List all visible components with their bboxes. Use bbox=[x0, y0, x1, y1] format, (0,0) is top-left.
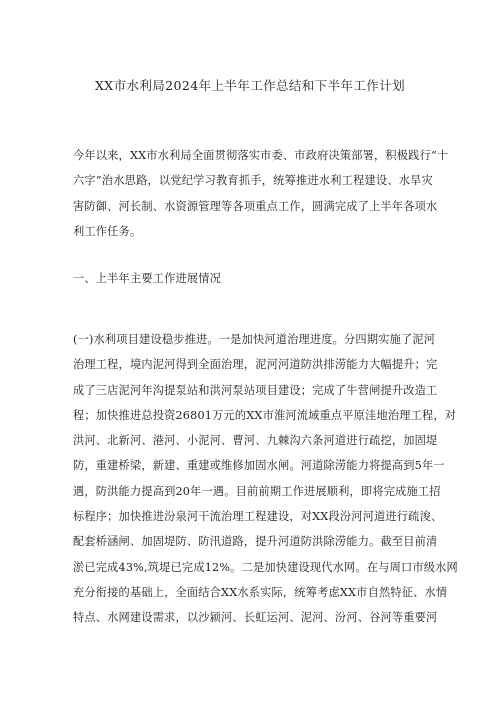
section-line: 特点、水网建设需求，以沙颍河、长虹运河、泥河、汾河、谷河等重要河 bbox=[73, 611, 438, 625]
section-line: 充分衔接的基础上，全面结合XX水系实际，统筹考虑XX市自然特征、水情 bbox=[73, 585, 448, 599]
section-line: 遇，防洪能力提高到20年一遇。目前前期工作进展顺利，即将完成施工招 bbox=[73, 484, 441, 498]
section-line: 防，重建桥梁，新建、重建或维修加固水闸。河道除涝能力将提高到5年一 bbox=[73, 459, 445, 473]
intro-line: 今年以来，XX市水利局全面贯彻落实市委、市政府决策部署，积极践行“十 bbox=[73, 149, 449, 162]
section-1-paragraph bbox=[73, 327, 458, 631]
section-line: 淤已完成43%,筑堤已完成12%。二是加快建设现代水网。在与周口市级水网 bbox=[73, 560, 458, 574]
document-title: XX市水利局2024年上半年工作总结和下半年工作计划 bbox=[94, 78, 405, 93]
section-heading bbox=[73, 266, 433, 291]
section-line: 治理工程，境内泥河得到全面治理，泥河河道防洪排涝能力大幅提升；完 bbox=[73, 358, 438, 372]
intro-line: 利工作任务。 bbox=[73, 224, 142, 238]
section-line: 洪河、北新河、港河、小泥河、曹河、九棘沟六条河道进行疏挖，加固堤 bbox=[73, 434, 438, 448]
section-line: 成了三店泥河年沟提泵站和洪河泵站项目建设；完成了牛营闸提升改造工 bbox=[73, 383, 438, 397]
intro-line: 六字”治水思路，以党纪学习教育抓手，统筹推进水利工程建设、水旱灾 bbox=[73, 174, 433, 188]
intro-line: 害防御、河长制、水资源管理等各项重点工作，圆满完成了上半年各项水 bbox=[73, 199, 438, 213]
section-heading-text: 一、上半年主要工作进展情况 bbox=[73, 272, 222, 285]
intro-paragraph bbox=[73, 143, 449, 244]
section-line: (一)水利项目建设稳步推进。一是加快河道治理进度。分四期实施了泥河 bbox=[73, 333, 436, 346]
section-line: 标程序；加快推进汾泉河干流治理工程建设，对XX段汾河河道进行疏浚、 bbox=[73, 510, 443, 524]
section-line: 程；加快推进总投资26801万元的XX市淮河流域重点平原洼地治理工程，对 bbox=[73, 408, 457, 422]
section-line: 配套桥涵闸、加固堤防、防汛道路，提升河道防洪除涝能力。截至目前清 bbox=[73, 535, 438, 549]
